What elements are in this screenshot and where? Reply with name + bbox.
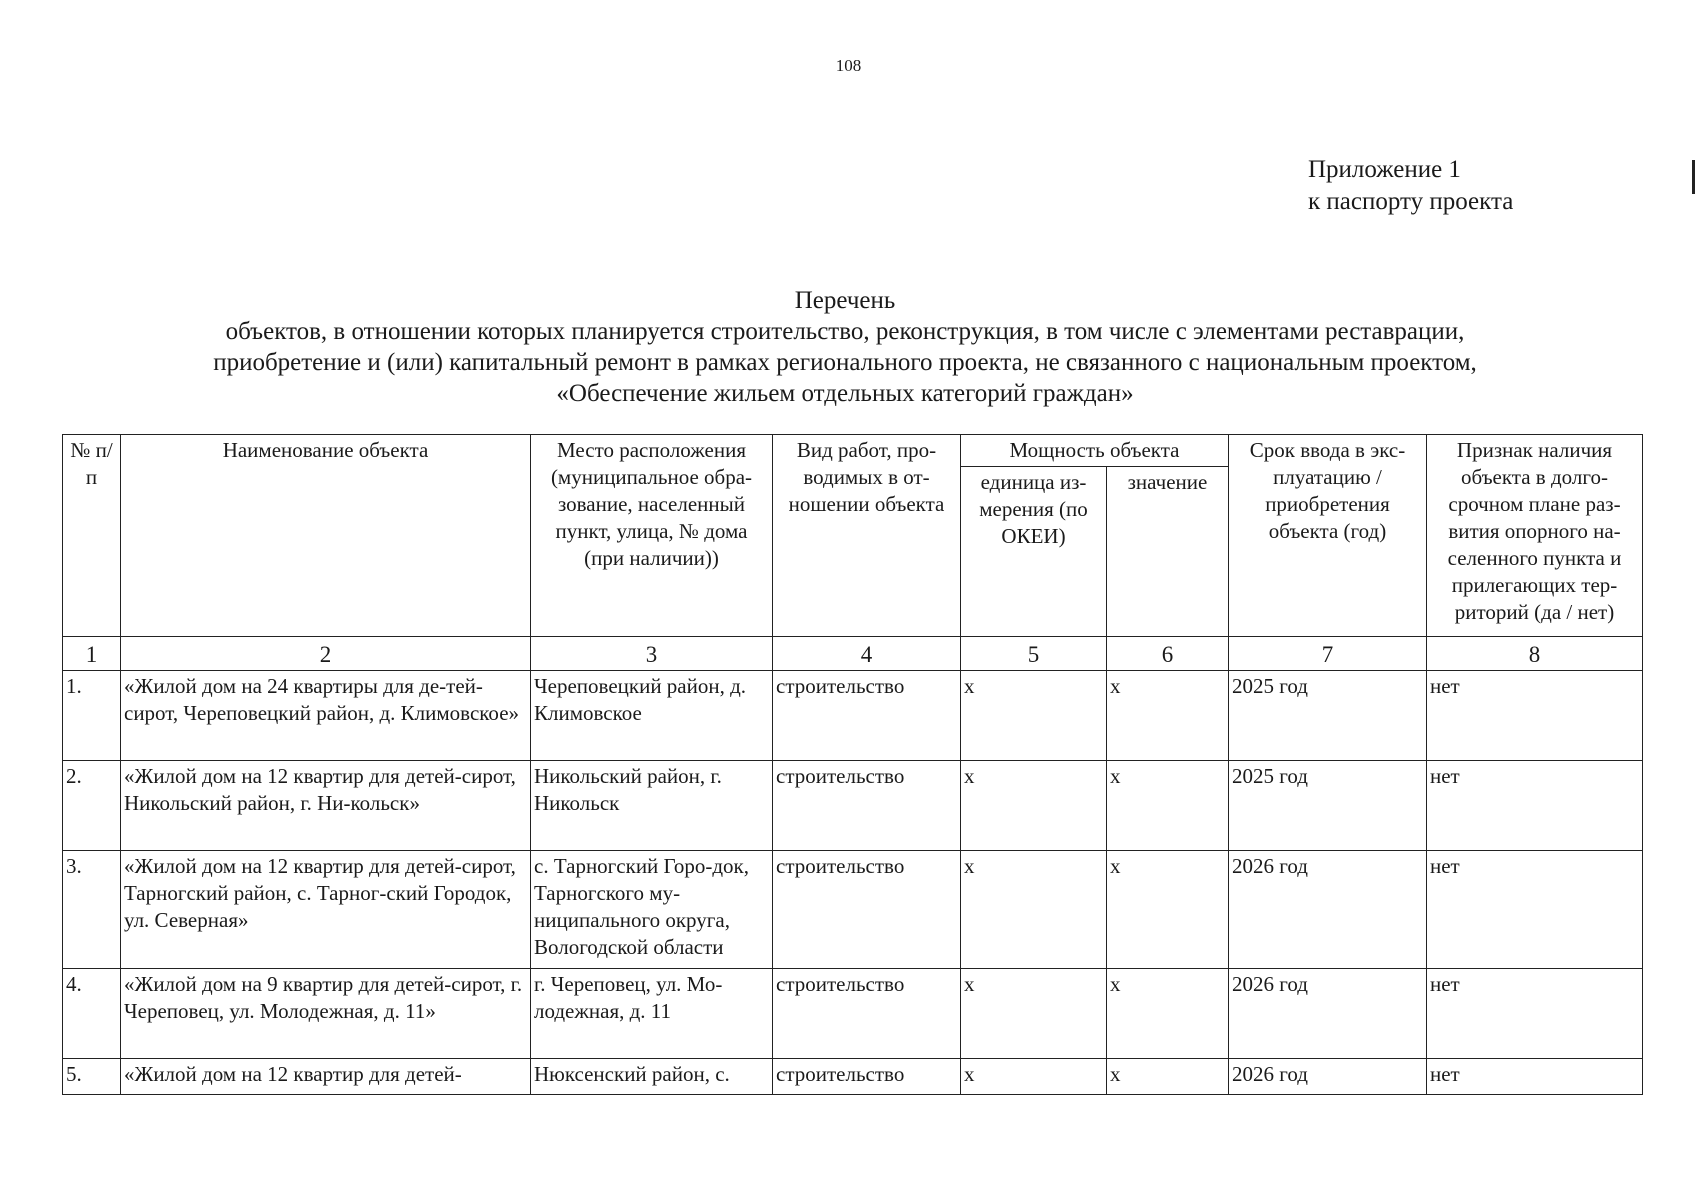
objects-table	[62, 434, 1643, 1095]
table-row	[63, 761, 1643, 851]
column-number: 3	[531, 637, 773, 671]
column-number: 6	[1107, 637, 1229, 671]
row-term: 2026 год	[1229, 1059, 1427, 1095]
header-unit: единица из-мерения (по ОКЕИ)	[961, 467, 1107, 637]
table-row	[63, 969, 1643, 1059]
row-unit: х	[961, 761, 1107, 851]
row-unit: х	[961, 969, 1107, 1059]
row-unit: х	[961, 851, 1107, 969]
table-row	[63, 851, 1643, 969]
row-location: Никольский район, г. Никольск	[531, 761, 773, 851]
row-term: 2026 год	[1229, 851, 1427, 969]
title-line-1: Перечень	[794, 287, 896, 314]
row-name: «Жилой дом на 24 квартиры для де-тей-сирот, Череповецкий район, д. Климовское»	[121, 671, 531, 761]
row-plan: нет	[1427, 851, 1643, 969]
header-work-type: Вид работ, про-водимых в от-ношении объекта	[773, 435, 961, 637]
row-unit: х	[961, 1059, 1107, 1095]
row-num: 1.	[63, 671, 121, 761]
header-capacity: Мощность объекта	[961, 435, 1229, 467]
row-work-type: строительство	[773, 761, 961, 851]
row-num: 3.	[63, 851, 121, 969]
row-value: х	[1107, 969, 1229, 1059]
table-row	[63, 671, 1643, 761]
column-number-row	[63, 637, 1643, 671]
title-line-3: приобретение и (или) капитальный ремонт в рамках регионального проекта, не связанного с национальным проектом,	[213, 349, 1477, 376]
column-number: 4	[773, 637, 961, 671]
header-term: Срок ввода в экс-плуатацию / приобретения объекта (год)	[1229, 435, 1427, 637]
column-number: 2	[121, 637, 531, 671]
row-num: 2.	[63, 761, 121, 851]
row-num: 5.	[63, 1059, 121, 1095]
row-plan: нет	[1427, 761, 1643, 851]
row-work-type: строительство	[773, 969, 961, 1059]
row-work-type: строительство	[773, 1059, 961, 1095]
row-plan: нет	[1427, 671, 1643, 761]
row-value: х	[1107, 1059, 1229, 1095]
document-title	[60, 285, 1630, 409]
row-unit: х	[961, 671, 1107, 761]
header-row-top	[63, 435, 1643, 467]
appendix-line-2: к паспорту проекта	[1308, 188, 1514, 215]
row-term: 2025 год	[1229, 671, 1427, 761]
row-name: «Жилой дом на 12 квартир для детей-	[121, 1059, 531, 1095]
row-plan: нет	[1427, 969, 1643, 1059]
page-number: 108	[835, 56, 862, 75]
header-num: № п/п	[63, 435, 121, 637]
column-number: 8	[1427, 637, 1643, 671]
row-location: с. Тарногский Горо-док, Тарногского му-ниципального округа, Вологодской области	[531, 851, 773, 969]
row-work-type: строительство	[773, 851, 961, 969]
appendix-caption	[1308, 154, 1513, 218]
row-value: х	[1107, 671, 1229, 761]
row-name: «Жилой дом на 9 квартир для детей-сирот, г. Череповец, ул. Молодежная, д. 11»	[121, 969, 531, 1059]
appendix-line-1: Приложение 1	[1308, 156, 1461, 183]
row-location: г. Череповец, ул. Мо-лодежная, д. 11	[531, 969, 773, 1059]
column-number: 7	[1229, 637, 1427, 671]
scan-edge-mark	[1692, 160, 1695, 194]
header-value: значение	[1107, 467, 1229, 637]
row-value: х	[1107, 761, 1229, 851]
table-row	[63, 1059, 1643, 1095]
row-plan: нет	[1427, 1059, 1643, 1095]
column-number: 1	[63, 637, 121, 671]
title-line-2: объектов, в отношении которых планируется строительство, реконструкция, в том числе с элементами реставрации,	[225, 318, 1465, 345]
row-location: Нюксенский район, с.	[531, 1059, 773, 1095]
row-name: «Жилой дом на 12 квартир для детей-сирот, Никольский район, г. Ни-кольск»	[121, 761, 531, 851]
row-term: 2026 год	[1229, 969, 1427, 1059]
header-name: Наименование объекта	[121, 435, 531, 637]
header-plan: Признак наличия объекта в долго-срочном плане раз-вития опорного на-селенного пункта и прилегающих тер-риторий (да / нет)	[1427, 435, 1643, 637]
row-term: 2025 год	[1229, 761, 1427, 851]
row-name: «Жилой дом на 12 квартир для детей-сирот, Тарногский район, с. Тарног-ский Городок, ул. Северная»	[121, 851, 531, 969]
row-value: х	[1107, 851, 1229, 969]
row-location: Череповецкий район, д. Климовское	[531, 671, 773, 761]
row-work-type: строительство	[773, 671, 961, 761]
title-line-4: «Обеспечение жильем отдельных категорий граждан»	[556, 380, 1134, 407]
row-num: 4.	[63, 969, 121, 1059]
column-number: 5	[961, 637, 1107, 671]
header-location: Место расположения (муниципальное обра-зование, населенный пункт, улица, № дома (при наличии))	[531, 435, 773, 637]
